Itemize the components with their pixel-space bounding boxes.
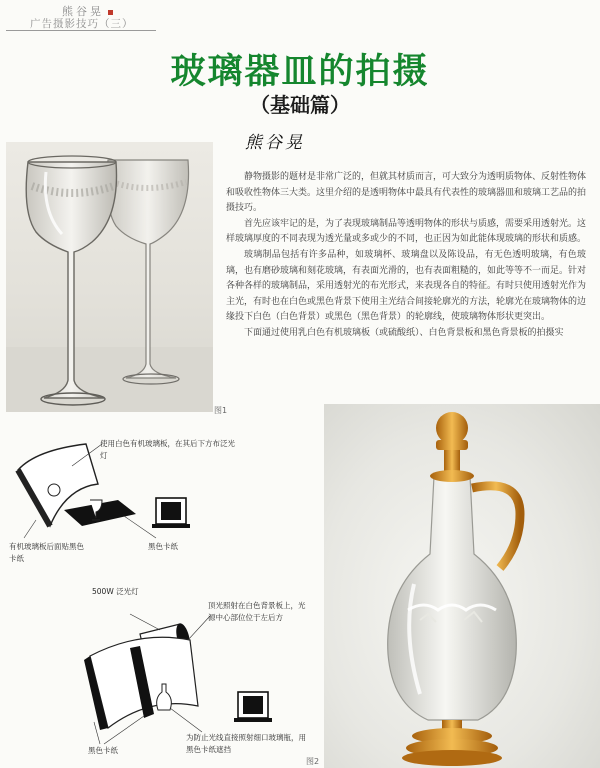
wine-glasses-photo [6, 142, 213, 412]
article-body [226, 170, 586, 342]
paragraph: 玻璃制品包括有许多品种，如玻璃杯、玻璃盘以及陈设品，有无色透明玻璃，有色玻璃，也有磨砂玻璃和刻花玻璃，有表面光滑的，也有表面粗糙的，如此等等不一而足。针对各种各样的玻璃制品，采用透射光的布光形式，来表现各自的特征。有时只使用透射光作为主光，有时也在白色或黑色背景下使用主光结合间接轮廓光的方法，轮廓光在玻璃物体的边缘投下白色（白色背景）或黑色（黑色背景）的轮廓线，使玻璃物体形状更突出。 [226, 249, 587, 323]
author-name: 熊谷晃 [62, 3, 113, 19]
diagram1-label-acrylic: 使用白色有机玻璃板，在其后下方布泛光灯 [100, 439, 235, 460]
header-divider [6, 30, 156, 31]
paragraph: 首先应该牢记的是，为了表现玻璃制品等透明物体的形状与质感，需要采用透射光。这样玻璃厚度的不同表现为透光量或多或少的不同，也正因为如此能体现玻璃的形状和质感。 [226, 218, 587, 245]
series-title: 广告摄影技巧（三） [30, 18, 134, 30]
wine-glasses-illustration [6, 142, 213, 412]
paragraph: 静物摄影的题材是非常广泛的，但就其材质而言，可大致分为透明质物体、反射性物体和吸收性物体三大类。这里介绍的是透明物体中最具有代表性的玻璃器皿和玻璃工艺品的拍摄技巧。 [226, 172, 587, 214]
carafe-photo [324, 404, 600, 768]
diagram1-label-back-card: 有机玻璃板后面贴黑色卡纸 [9, 542, 84, 563]
diagram2-label-top-light: 顶光照射在白色背景板上，光源中心部位位于左后方 [208, 601, 306, 622]
diagram2-label-floodlight: 500W 泛光灯 [92, 587, 139, 596]
diagram1-label-black-card: 黑色卡纸 [148, 542, 178, 551]
amber-carafe-illustration [324, 404, 600, 768]
figure-1-caption: 图1 [214, 406, 228, 415]
paragraph: 下面通过使用乳白色有机玻璃板（或硫酸纸）、白色背景板和黑色背景板的拍摄实 [244, 327, 564, 338]
article-subtitle: （基础篇） [250, 93, 350, 117]
figure-2-caption: 图2 [306, 757, 320, 766]
article-title: 玻璃器皿的拍摄 [170, 51, 430, 92]
red-dot-marker [108, 10, 113, 15]
author-signature: 熊谷晃 [245, 133, 305, 153]
diagram2-label-prevent-direct: 为防止光线直接照射细口玻璃瓶，用黑色卡纸遮挡 [186, 733, 306, 754]
diagram2-label-black-card: 黑色卡纸 [88, 746, 118, 755]
